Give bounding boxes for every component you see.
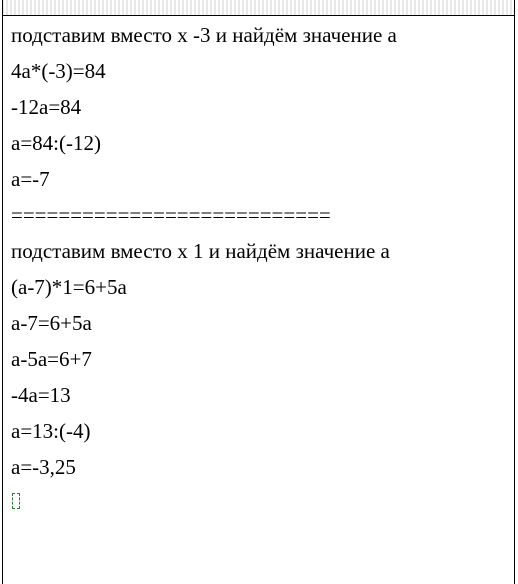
text-line: -4а=13 [11, 383, 71, 407]
text-line: подставим вместо х 1 и найдём значение а [11, 239, 390, 263]
text-cursor-marker [12, 493, 20, 509]
separator-line: =========================== [11, 203, 331, 227]
text-line: а-7=6+5а [11, 311, 92, 335]
text-line: а-5а=6+7 [11, 347, 92, 371]
text-line: 4а*(-3)=84 [11, 59, 106, 83]
text-line: подставим вместо х -3 и найдём значение а [11, 23, 397, 47]
text-line: а=84:(-12) [11, 131, 101, 155]
document-body [11, 17, 511, 485]
text-line: а=-7 [11, 167, 50, 191]
text-line: -12а=84 [11, 95, 82, 119]
text-line: (а-7)*1=6+5а [11, 275, 127, 299]
text-line: а=13:(-4) [11, 419, 91, 443]
text-line: а=-3,25 [11, 455, 76, 479]
